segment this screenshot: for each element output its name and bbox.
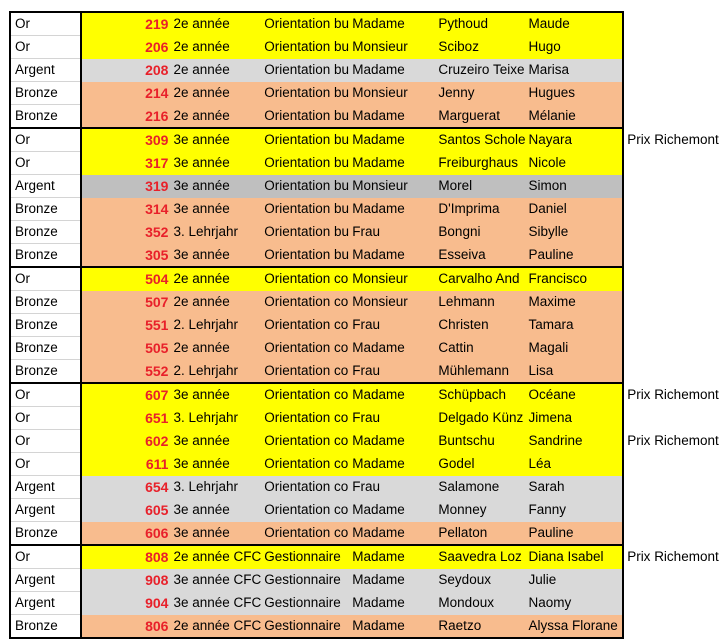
prize-cell[interactable] <box>623 569 723 592</box>
candidate-number[interactable]: 505 <box>81 337 171 360</box>
civility-cell[interactable]: Madame <box>349 198 435 221</box>
civility-cell[interactable]: Madame <box>349 499 435 522</box>
first-name-cell[interactable]: Daniel <box>525 198 623 221</box>
civility-cell[interactable]: Frau <box>349 407 435 430</box>
table-row <box>10 615 723 639</box>
year-cell[interactable]: 3e année CFC <box>170 569 261 592</box>
first-name-cell[interactable]: Simon <box>525 175 623 198</box>
civility-cell[interactable]: Monsieur <box>349 291 435 314</box>
last-name-cell[interactable]: Raetzo <box>435 615 525 639</box>
orientation-cell[interactable]: Orientation co <box>261 383 349 407</box>
civility-cell[interactable]: Madame <box>349 453 435 476</box>
medal-cell[interactable]: Bronze <box>10 221 81 244</box>
last-name-cell[interactable]: Schüpbach <box>435 383 525 407</box>
civility-cell[interactable]: Madame <box>349 152 435 175</box>
orientation-cell[interactable]: Orientation co <box>261 453 349 476</box>
year-cell[interactable]: 2e année <box>170 82 261 105</box>
civility-cell[interactable]: Madame <box>349 244 435 268</box>
candidate-number[interactable]: 352 <box>81 221 171 244</box>
year-cell[interactable]: 2. Lehrjahr <box>170 360 261 384</box>
table-row <box>10 337 723 360</box>
orientation-cell[interactable]: Orientation bu <box>261 128 349 152</box>
table-row <box>10 12 723 36</box>
last-name-cell[interactable]: Godel <box>435 453 525 476</box>
year-cell[interactable]: 2e année <box>170 337 261 360</box>
year-cell[interactable]: 3e année <box>170 198 261 221</box>
year-cell[interactable]: 3. Lehrjahr <box>170 221 261 244</box>
medal-cell[interactable]: Or <box>10 36 81 59</box>
table-row <box>10 476 723 499</box>
candidate-number[interactable]: 504 <box>81 267 171 291</box>
medal-cell[interactable]: Or <box>10 128 81 152</box>
year-cell[interactable]: 2e année <box>170 59 261 82</box>
medal-cell[interactable]: Bronze <box>10 105 81 129</box>
first-name-cell[interactable]: Nayara <box>525 128 623 152</box>
candidate-number[interactable]: 602 <box>81 430 171 453</box>
table-row <box>10 244 723 268</box>
candidate-number[interactable]: 219 <box>81 12 171 36</box>
table-row <box>10 407 723 430</box>
first-name-cell[interactable]: Lisa <box>525 360 623 384</box>
first-name-cell[interactable]: Mélanie <box>525 105 623 129</box>
last-name-cell[interactable]: Seydoux <box>435 569 525 592</box>
first-name-cell[interactable]: Jimena <box>525 407 623 430</box>
civility-cell[interactable]: Monsieur <box>349 36 435 59</box>
first-name-cell[interactable]: Diana Isabel <box>525 545 623 569</box>
candidate-number[interactable]: 309 <box>81 128 171 152</box>
first-name-cell[interactable]: Léa <box>525 453 623 476</box>
candidate-number[interactable]: 605 <box>81 499 171 522</box>
year-cell[interactable]: 2e année <box>170 267 261 291</box>
last-name-cell[interactable]: Cruzeiro Teixe <box>435 59 525 82</box>
orientation-cell[interactable]: Orientation bu <box>261 59 349 82</box>
results-spreadsheet <box>9 11 724 639</box>
prize-cell[interactable] <box>623 453 723 476</box>
orientation-cell[interactable]: Orientation co <box>261 476 349 499</box>
table-row <box>10 592 723 615</box>
orientation-cell[interactable]: Orientation bu <box>261 82 349 105</box>
year-cell[interactable]: 3e année <box>170 383 261 407</box>
civility-cell[interactable]: Madame <box>349 545 435 569</box>
candidate-number[interactable]: 606 <box>81 522 171 546</box>
prize-cell[interactable] <box>623 522 723 546</box>
last-name-cell[interactable]: Pythoud <box>435 12 525 36</box>
first-name-cell[interactable]: Hugo <box>525 36 623 59</box>
candidate-number[interactable]: 552 <box>81 360 171 384</box>
last-name-cell[interactable]: Freiburghaus <box>435 152 525 175</box>
civility-cell[interactable]: Monsieur <box>349 267 435 291</box>
last-name-cell[interactable]: Pellaton <box>435 522 525 546</box>
first-name-cell[interactable]: Maude <box>525 12 623 36</box>
table-row <box>10 59 723 82</box>
last-name-cell[interactable]: Marguerat <box>435 105 525 129</box>
year-cell[interactable]: 2. Lehrjahr <box>170 314 261 337</box>
table-row <box>10 360 723 384</box>
year-cell[interactable]: 3e année <box>170 128 261 152</box>
prize-cell[interactable] <box>623 105 723 129</box>
medal-cell[interactable]: Or <box>10 152 81 175</box>
orientation-cell[interactable]: Orientation co <box>261 407 349 430</box>
medal-cell[interactable]: Bronze <box>10 291 81 314</box>
candidate-number[interactable]: 208 <box>81 59 171 82</box>
orientation-cell[interactable]: Orientation bu <box>261 152 349 175</box>
last-name-cell[interactable]: Lehmann <box>435 291 525 314</box>
table-row <box>10 82 723 105</box>
year-cell[interactable]: 3e année <box>170 430 261 453</box>
medal-cell[interactable]: Bronze <box>10 615 81 639</box>
civility-cell[interactable]: Madame <box>349 615 435 639</box>
civility-cell[interactable]: Madame <box>349 522 435 546</box>
medal-cell[interactable]: Or <box>10 383 81 407</box>
year-cell[interactable]: 3e année <box>170 522 261 546</box>
table-row <box>10 569 723 592</box>
candidate-number[interactable]: 314 <box>81 198 171 221</box>
medal-cell[interactable]: Bronze <box>10 337 81 360</box>
first-name-cell[interactable]: Tamara <box>525 314 623 337</box>
last-name-cell[interactable]: Buntschu <box>435 430 525 453</box>
table-row <box>10 175 723 198</box>
last-name-cell[interactable]: Jenny <box>435 82 525 105</box>
medal-cell[interactable]: Argent <box>10 592 81 615</box>
prize-cell[interactable]: Prix Richemont <box>623 545 723 569</box>
orientation-cell[interactable]: Orientation bu <box>261 12 349 36</box>
orientation-cell[interactable]: Orientation co <box>261 430 349 453</box>
medal-cell[interactable]: Bronze <box>10 244 81 268</box>
last-name-cell[interactable]: Monney <box>435 499 525 522</box>
civility-cell[interactable]: Monsieur <box>349 82 435 105</box>
medal-cell[interactable]: Or <box>10 12 81 36</box>
medal-cell[interactable]: Or <box>10 267 81 291</box>
orientation-cell[interactable]: Orientation bu <box>261 175 349 198</box>
medal-cell[interactable]: Bronze <box>10 314 81 337</box>
orientation-cell[interactable]: Gestionnaire <box>261 592 349 615</box>
last-name-cell[interactable]: Salamone <box>435 476 525 499</box>
prize-cell[interactable] <box>623 12 723 36</box>
last-name-cell[interactable]: Mondoux <box>435 592 525 615</box>
medal-cell[interactable]: Argent <box>10 476 81 499</box>
prize-cell[interactable]: Prix Richemont <box>623 128 723 152</box>
prize-cell[interactable] <box>623 615 723 639</box>
prize-cell[interactable] <box>623 499 723 522</box>
table-row <box>10 291 723 314</box>
prize-cell[interactable] <box>623 82 723 105</box>
orientation-cell[interactable]: Orientation bu <box>261 221 349 244</box>
candidate-number[interactable]: 507 <box>81 291 171 314</box>
civility-cell[interactable]: Madame <box>349 12 435 36</box>
last-name-cell[interactable]: Christen <box>435 314 525 337</box>
orientation-cell[interactable]: Orientation bu <box>261 105 349 129</box>
civility-cell[interactable]: Madame <box>349 105 435 129</box>
prize-cell[interactable] <box>623 476 723 499</box>
table-row <box>10 499 723 522</box>
prize-cell[interactable] <box>623 152 723 175</box>
year-cell[interactable]: 2e année <box>170 12 261 36</box>
first-name-cell[interactable]: Julie <box>525 569 623 592</box>
orientation-cell[interactable]: Gestionnaire <box>261 545 349 569</box>
medal-cell[interactable]: Or <box>10 545 81 569</box>
first-name-cell[interactable]: Francisco <box>525 267 623 291</box>
last-name-cell[interactable]: Morel <box>435 175 525 198</box>
table-row <box>10 453 723 476</box>
table-row <box>10 198 723 221</box>
table-row <box>10 522 723 546</box>
candidate-number[interactable]: 305 <box>81 244 171 268</box>
prize-cell[interactable] <box>623 337 723 360</box>
civility-cell[interactable]: Madame <box>349 569 435 592</box>
prize-cell[interactable]: Prix Richemont <box>623 430 723 453</box>
civility-cell[interactable]: Frau <box>349 476 435 499</box>
first-name-cell[interactable]: Alyssa Florane <box>525 615 623 639</box>
medal-cell[interactable]: Bronze <box>10 360 81 384</box>
orientation-cell[interactable]: Orientation co <box>261 360 349 384</box>
candidate-number[interactable]: 607 <box>81 383 171 407</box>
last-name-cell[interactable]: Mühlemann <box>435 360 525 384</box>
table-row <box>10 383 723 407</box>
last-name-cell[interactable]: Delgado Künz <box>435 407 525 430</box>
last-name-cell[interactable]: Sciboz <box>435 36 525 59</box>
first-name-cell[interactable]: Fanny <box>525 499 623 522</box>
first-name-cell[interactable]: Marisa <box>525 59 623 82</box>
prize-cell[interactable]: Prix Richemont <box>623 383 723 407</box>
table-row <box>10 267 723 291</box>
year-cell[interactable]: 3e année CFC <box>170 592 261 615</box>
candidate-number[interactable]: 806 <box>81 615 171 639</box>
candidate-number[interactable]: 319 <box>81 175 171 198</box>
prize-cell[interactable] <box>623 407 723 430</box>
orientation-cell[interactable]: Orientation co <box>261 314 349 337</box>
prize-cell[interactable] <box>623 360 723 384</box>
candidate-number[interactable]: 214 <box>81 82 171 105</box>
year-cell[interactable]: 3. Lehrjahr <box>170 476 261 499</box>
prize-cell[interactable] <box>623 291 723 314</box>
table-row <box>10 128 723 152</box>
year-cell[interactable]: 2e année <box>170 291 261 314</box>
prize-cell[interactable] <box>623 221 723 244</box>
table-row <box>10 36 723 59</box>
orientation-cell[interactable]: Orientation co <box>261 522 349 546</box>
year-cell[interactable]: 2e année <box>170 105 261 129</box>
table-row <box>10 545 723 569</box>
civility-cell[interactable]: Madame <box>349 430 435 453</box>
last-name-cell[interactable]: Santos Schole <box>435 128 525 152</box>
table-row <box>10 430 723 453</box>
civility-cell[interactable]: Monsieur <box>349 175 435 198</box>
year-cell[interactable]: 3e année <box>170 152 261 175</box>
year-cell[interactable]: 2e année CFC <box>170 615 261 639</box>
year-cell[interactable]: 3e année <box>170 453 261 476</box>
medal-cell[interactable]: Argent <box>10 499 81 522</box>
candidate-number[interactable]: 551 <box>81 314 171 337</box>
prize-cell[interactable] <box>623 592 723 615</box>
civility-cell[interactable]: Madame <box>349 383 435 407</box>
medal-cell[interactable]: Argent <box>10 569 81 592</box>
civility-cell[interactable]: Madame <box>349 59 435 82</box>
civility-cell[interactable]: Frau <box>349 221 435 244</box>
prize-cell[interactable] <box>623 198 723 221</box>
medal-cell[interactable]: Or <box>10 407 81 430</box>
medal-cell[interactable]: Bronze <box>10 522 81 546</box>
year-cell[interactable]: 3e année <box>170 244 261 268</box>
civility-cell[interactable]: Frau <box>349 314 435 337</box>
year-cell[interactable]: 2e année CFC <box>170 545 261 569</box>
candidate-number[interactable]: 317 <box>81 152 171 175</box>
orientation-cell[interactable]: Orientation bu <box>261 36 349 59</box>
first-name-cell[interactable]: Sandrine <box>525 430 623 453</box>
last-name-cell[interactable]: Esseiva <box>435 244 525 268</box>
prize-cell[interactable] <box>623 175 723 198</box>
first-name-cell[interactable]: Océane <box>525 383 623 407</box>
orientation-cell[interactable]: Orientation co <box>261 337 349 360</box>
table-row <box>10 152 723 175</box>
medal-cell[interactable]: Bronze <box>10 198 81 221</box>
candidate-number[interactable]: 611 <box>81 453 171 476</box>
orientation-cell[interactable]: Orientation co <box>261 499 349 522</box>
table-row <box>10 105 723 129</box>
year-cell[interactable]: 3. Lehrjahr <box>170 407 261 430</box>
table-row <box>10 314 723 337</box>
prize-cell[interactable] <box>623 314 723 337</box>
civility-cell[interactable]: Madame <box>349 337 435 360</box>
last-name-cell[interactable]: Cattin <box>435 337 525 360</box>
orientation-cell[interactable]: Gestionnaire <box>261 615 349 639</box>
candidate-number[interactable]: 206 <box>81 36 171 59</box>
orientation-cell[interactable]: Orientation co <box>261 267 349 291</box>
candidate-number[interactable]: 808 <box>81 545 171 569</box>
first-name-cell[interactable]: Naomy <box>525 592 623 615</box>
medal-cell[interactable]: Bronze <box>10 82 81 105</box>
last-name-cell[interactable]: Bongni <box>435 221 525 244</box>
medal-cell[interactable]: Argent <box>10 59 81 82</box>
table-row <box>10 221 723 244</box>
last-name-cell[interactable]: D'Imprima <box>435 198 525 221</box>
medal-cell[interactable]: Argent <box>10 175 81 198</box>
prize-cell[interactable] <box>623 244 723 268</box>
last-name-cell[interactable]: Carvalho And <box>435 267 525 291</box>
year-cell[interactable]: 2e année <box>170 36 261 59</box>
civility-cell[interactable]: Madame <box>349 592 435 615</box>
prize-cell[interactable] <box>623 59 723 82</box>
first-name-cell[interactable]: Nicole <box>525 152 623 175</box>
candidate-number[interactable]: 216 <box>81 105 171 129</box>
candidate-number[interactable]: 904 <box>81 592 171 615</box>
first-name-cell[interactable]: Maxime <box>525 291 623 314</box>
first-name-cell[interactable]: Sarah <box>525 476 623 499</box>
civility-cell[interactable]: Frau <box>349 360 435 384</box>
orientation-cell[interactable]: Orientation bu <box>261 244 349 268</box>
candidate-number[interactable]: 651 <box>81 407 171 430</box>
first-name-cell[interactable]: Pauline <box>525 522 623 546</box>
candidate-number[interactable]: 654 <box>81 476 171 499</box>
prize-cell[interactable] <box>623 36 723 59</box>
first-name-cell[interactable]: Sibylle <box>525 221 623 244</box>
medal-cell[interactable]: Or <box>10 430 81 453</box>
medal-cell[interactable]: Or <box>10 453 81 476</box>
candidate-number[interactable]: 908 <box>81 569 171 592</box>
prize-cell[interactable] <box>623 267 723 291</box>
orientation-cell[interactable]: Orientation bu <box>261 198 349 221</box>
first-name-cell[interactable]: Magali <box>525 337 623 360</box>
year-cell[interactable]: 3e année <box>170 175 261 198</box>
orientation-cell[interactable]: Gestionnaire <box>261 569 349 592</box>
year-cell[interactable]: 3e année <box>170 499 261 522</box>
civility-cell[interactable]: Madame <box>349 128 435 152</box>
orientation-cell[interactable]: Orientation co <box>261 291 349 314</box>
first-name-cell[interactable]: Hugues <box>525 82 623 105</box>
last-name-cell[interactable]: Saavedra Loz <box>435 545 525 569</box>
first-name-cell[interactable]: Pauline <box>525 244 623 268</box>
